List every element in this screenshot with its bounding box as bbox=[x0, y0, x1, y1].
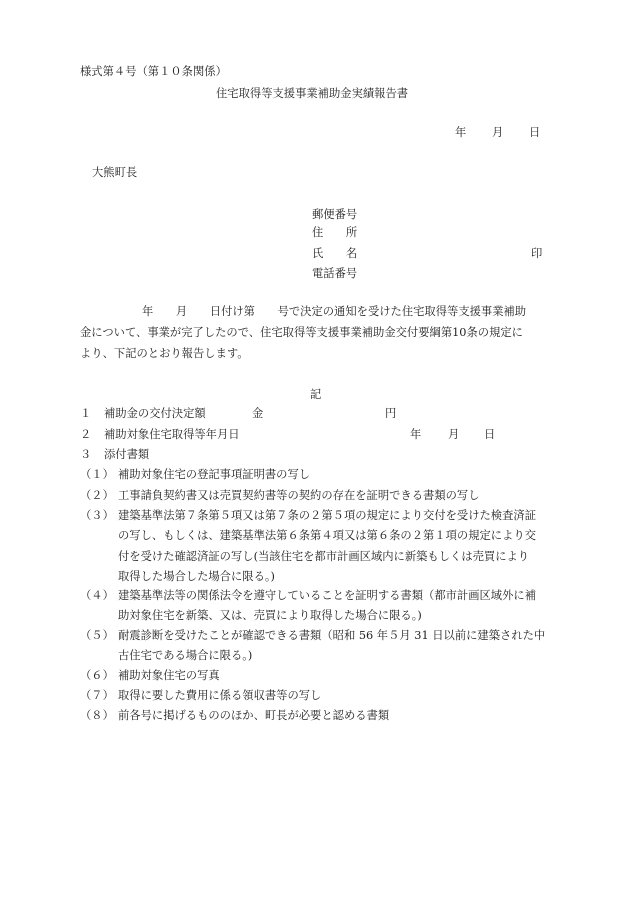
item-label: 補助金の交付決定額 bbox=[104, 407, 206, 420]
date-month: 月 bbox=[492, 126, 504, 139]
attachment-number: （２） bbox=[80, 489, 114, 502]
phone-label: 電話番号 bbox=[312, 267, 358, 280]
intro-line: より、下記のとおり報告します。 bbox=[80, 347, 249, 360]
attachment-number: （３） bbox=[80, 509, 114, 522]
attachment-text: 前各号に掲げるもののほか、町長が必要と認める書類 bbox=[118, 709, 390, 722]
attachment-item bbox=[80, 469, 310, 480]
intro-line: 年 月 日付け第 号で決定の通知を受けた住宅取得等支援事業補助 bbox=[142, 305, 527, 318]
attachment-text: 建築基準法第７条第５項又は第７条の２第５項の規定により交付を受けた検査済証 bbox=[118, 509, 536, 522]
form-number: 様式第４号（第１０条関係） bbox=[80, 65, 227, 78]
attachment-item bbox=[80, 690, 321, 701]
attachment-text: 耐震診断を受けたことが確認できる書類（昭和 56 年５月 31 日以前に建築された中 bbox=[118, 629, 546, 642]
attachment-text: 助対象住宅を新築、又は、売買により取得した場合に限る。) bbox=[118, 609, 422, 622]
attachment-text: 取得に要した費用に係る領収書等の写し bbox=[118, 689, 322, 702]
name-label: 氏 名 bbox=[312, 247, 358, 260]
attachment-item bbox=[80, 670, 220, 681]
item-label: 添付書類 bbox=[104, 448, 150, 461]
attachment-text: 工事請負契約書又は売買契約書等の契約の存在を証明できる書類の写し bbox=[118, 489, 480, 502]
attachment-text: の写し、もしくは、建築基準法第６条第４項又は第６条の２第１項の規定により交 bbox=[118, 529, 536, 542]
attachment-text: 取得した場合した場合に限る。) bbox=[118, 570, 275, 583]
date-day: 日 bbox=[529, 126, 541, 139]
seal-mark: 印 bbox=[531, 247, 543, 260]
item-number: １ bbox=[80, 407, 92, 420]
document-title: 住宅取得等支援事業補助金実績報告書 bbox=[216, 87, 409, 100]
attachment-text: 建築基準法等の関係法令を遵守していることを証明する書類（都市計画区域外に補 bbox=[118, 589, 536, 602]
attachment-text: 補助対象住宅の登記事項証明書の写し bbox=[118, 468, 311, 481]
attachment-number: （８） bbox=[80, 709, 114, 722]
item-day: 日 bbox=[484, 428, 496, 441]
item-number: ２ bbox=[80, 428, 92, 441]
attachment-item bbox=[80, 490, 480, 501]
attachment-text: 古住宅である場合に限る。) bbox=[118, 649, 253, 662]
item-month: 月 bbox=[448, 428, 460, 441]
intro-line: 金について、事業が完了したので、住宅取得等支援事業補助金交付要綱第10条の規定に bbox=[80, 326, 523, 339]
addressee: 大熊町長 bbox=[92, 166, 138, 179]
attachment-number: （７） bbox=[80, 689, 114, 702]
item-label: 補助対象住宅取得等年月日 bbox=[104, 428, 240, 441]
attachment-number: （１） bbox=[80, 468, 114, 481]
attachment-number: （４） bbox=[80, 589, 114, 602]
date-year: 年 bbox=[455, 126, 467, 139]
attachment-item bbox=[80, 710, 389, 721]
attachment-text: 補助対象住宅の写真 bbox=[118, 669, 220, 682]
item-number: ３ bbox=[80, 448, 92, 461]
kin-label: 金 bbox=[252, 407, 264, 420]
attachment-number: （５） bbox=[80, 629, 114, 642]
postal-code-label: 郵便番号 bbox=[312, 208, 358, 221]
item-year: 年 bbox=[410, 428, 422, 441]
ki-heading: 記 bbox=[310, 388, 322, 401]
yen-label: 円 bbox=[385, 407, 397, 420]
attachment-text: 付を受けた確認済証の写し(当該住宅を都市計画区域内に新築もしくは売買により bbox=[118, 550, 530, 563]
attachment-number: （６） bbox=[80, 669, 114, 682]
address-label: 住 所 bbox=[312, 226, 358, 239]
